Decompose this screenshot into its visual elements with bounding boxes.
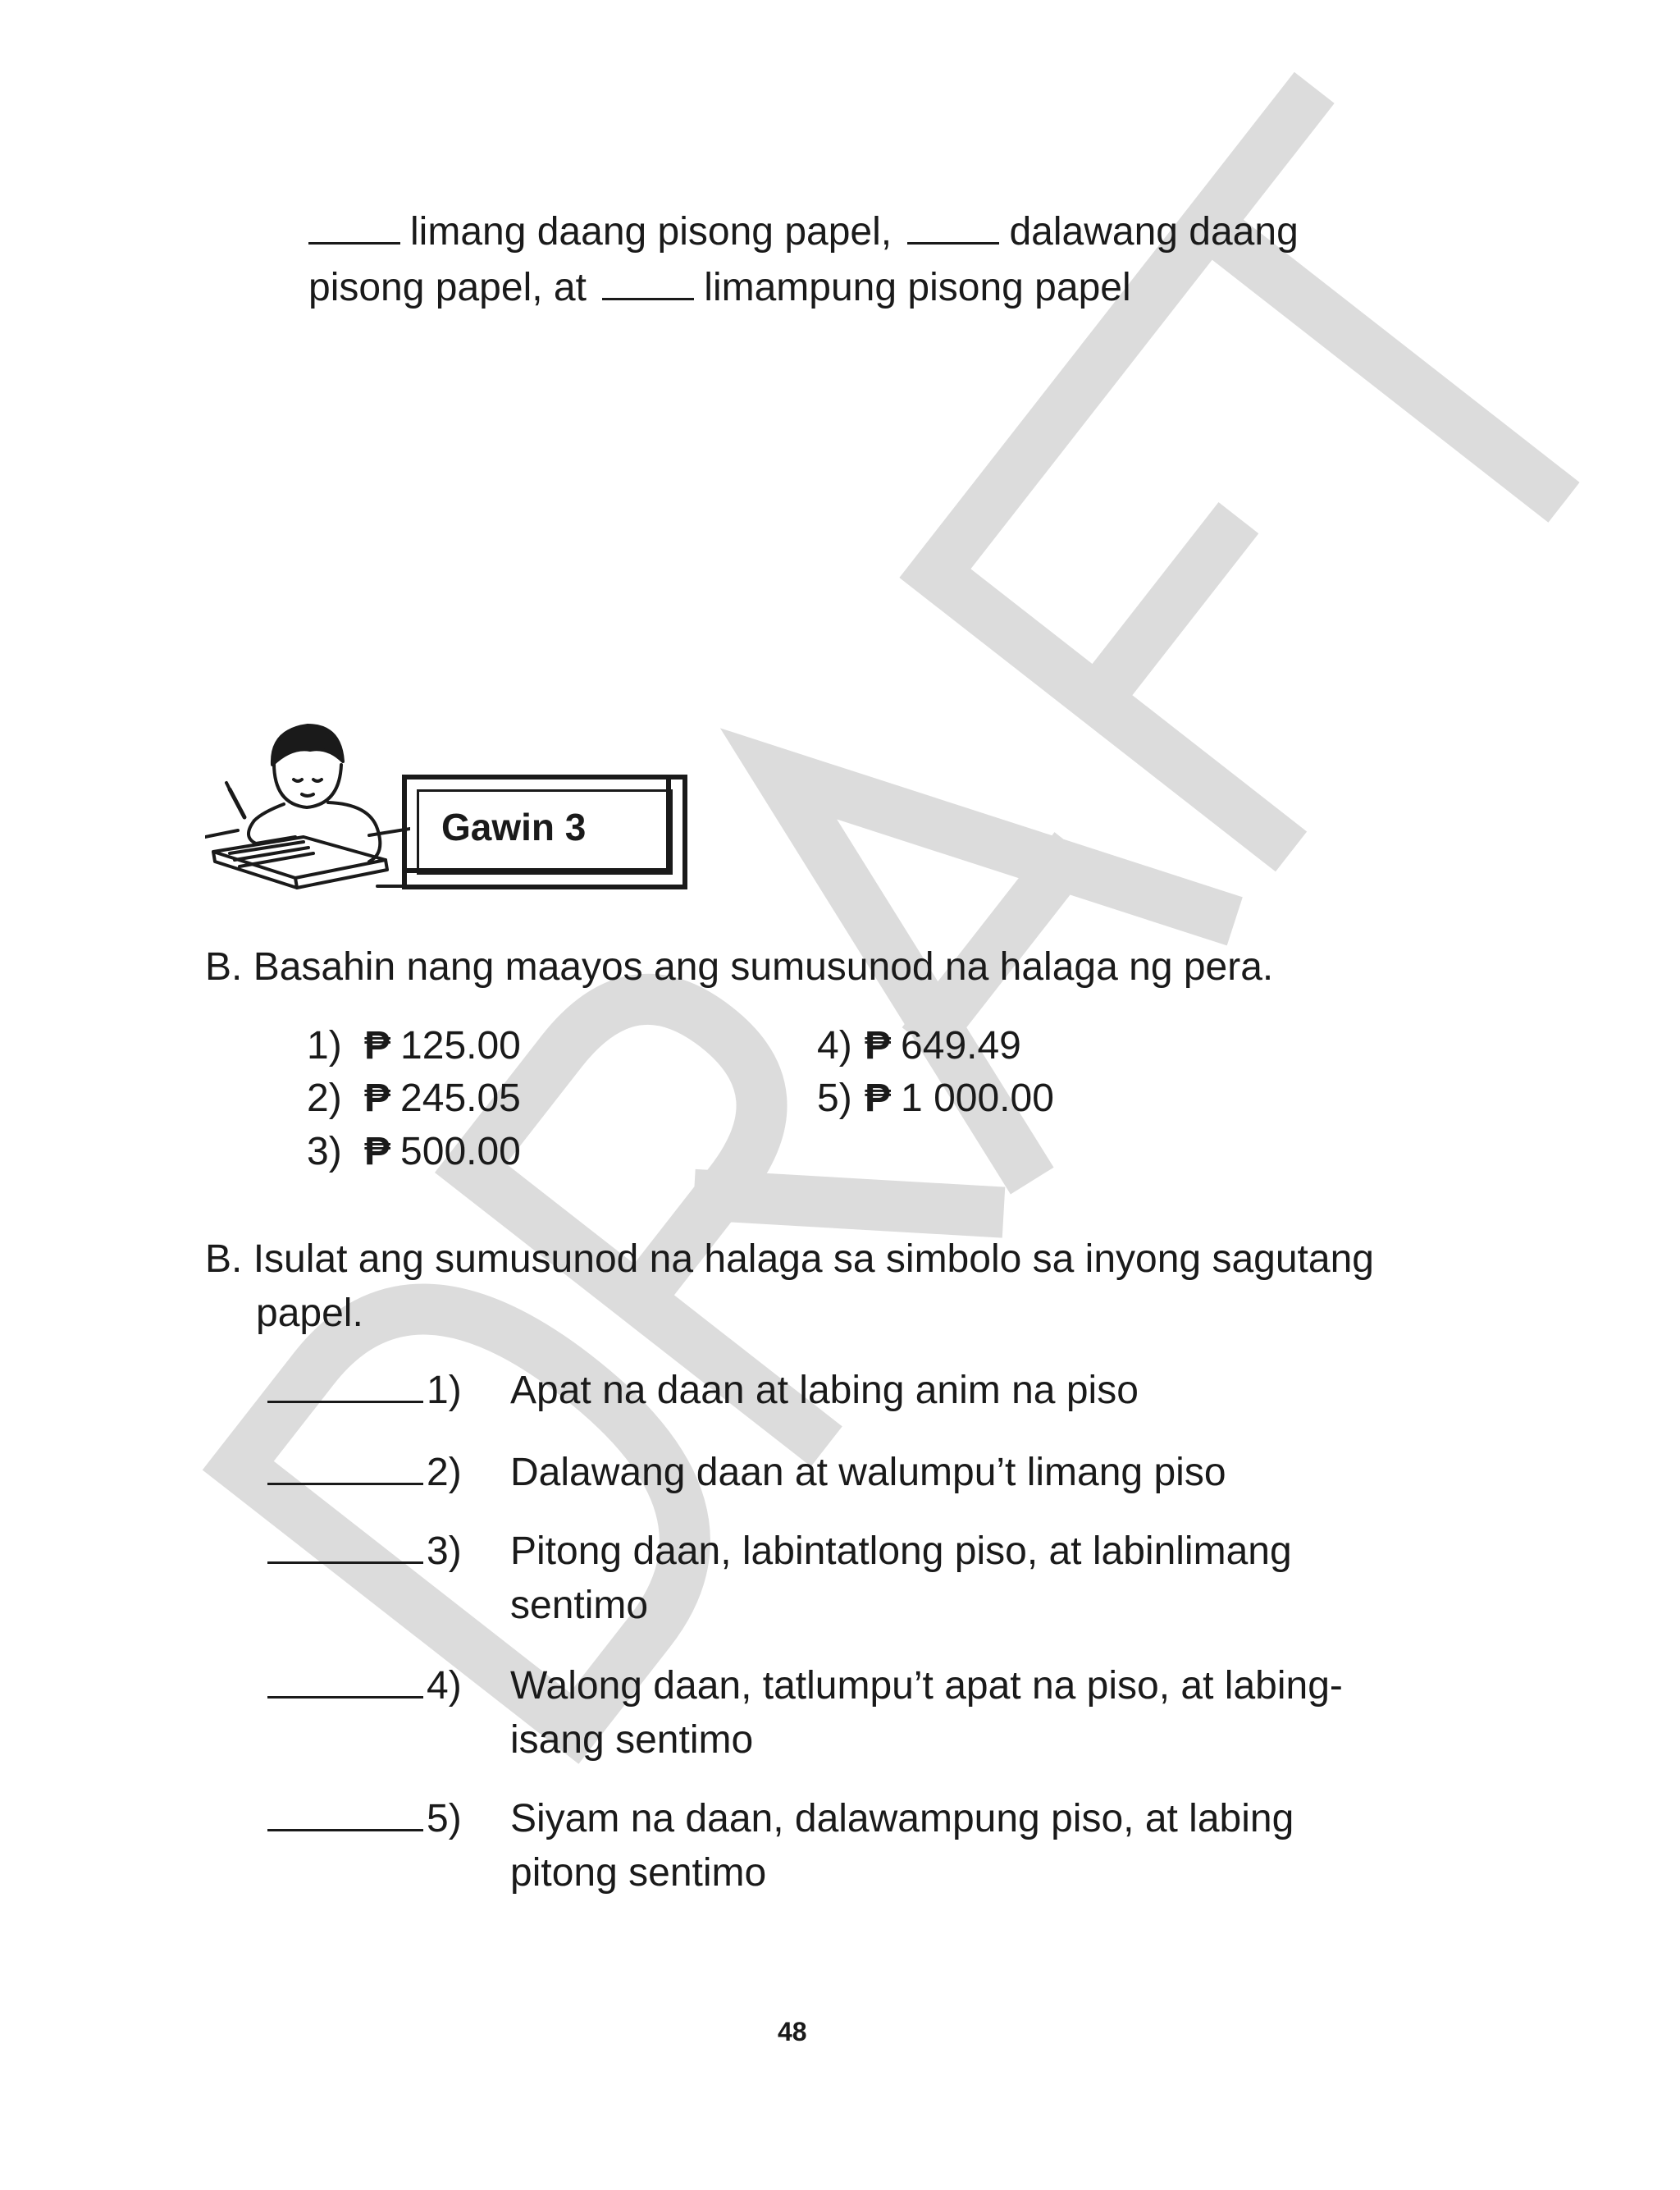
item-number: 2) <box>307 1077 342 1120</box>
write-item-text: Apat na daan at labing anim na piso <box>510 1369 1139 1412</box>
write-item-text: Pitong daan, labintatlong piso, at labinlimang <box>510 1529 1292 1573</box>
read-item <box>307 1072 521 1126</box>
peso-sign: ₱ <box>865 1077 892 1120</box>
item-number: 3) <box>427 1529 462 1573</box>
answer-blank[interactable] <box>267 1450 423 1485</box>
write-item-text: isang sentimo <box>510 1718 754 1762</box>
write-item-text: pitong sentimo <box>510 1851 767 1895</box>
amount: 500.00 <box>400 1130 521 1173</box>
top-text: limampung pisong papel <box>704 266 1131 309</box>
item-number: 4) <box>427 1664 462 1708</box>
top-text: pisong papel, at <box>308 266 587 309</box>
top-text: dalawang daang <box>1009 210 1299 254</box>
item-number: 1) <box>427 1369 462 1412</box>
answer-blank[interactable] <box>602 265 694 300</box>
item-number: 1) <box>307 1024 342 1068</box>
amount: 1 000.00 <box>901 1077 1054 1120</box>
amount: 649.49 <box>901 1024 1021 1068</box>
item-number: 5) <box>817 1077 852 1120</box>
write-heading-line-1: B. Isulat ang sumusunod na halaga sa simbolo sa inyong sagutang <box>205 1237 1374 1281</box>
write-item <box>267 1525 462 1579</box>
write-item-text: Walong daan, tatlumpu’t apat na piso, at labing- <box>510 1664 1343 1708</box>
read-item <box>817 1072 1054 1126</box>
read-heading: B. Basahin nang maayos ang sumusunod na halaga ng pera. <box>205 945 1274 989</box>
write-heading-line-2: papel. <box>256 1292 363 1335</box>
item-number: 2) <box>427 1451 462 1494</box>
gawin-title: Gawin 3 <box>441 806 587 848</box>
item-number: 4) <box>817 1024 852 1068</box>
answer-blank[interactable] <box>267 1663 423 1699</box>
peso-sign: ₱ <box>364 1077 391 1120</box>
top-line-1 <box>308 205 1299 259</box>
top-text: limang daang pisong papel, <box>410 210 892 254</box>
amount: 125.00 <box>400 1024 521 1068</box>
answer-blank[interactable] <box>267 1368 423 1403</box>
write-item-text: sentimo <box>510 1584 649 1627</box>
write-item-text: Dalawang daan at walumpu’t limang piso <box>510 1451 1226 1494</box>
amount: 245.05 <box>400 1077 521 1120</box>
answer-blank[interactable] <box>267 1796 423 1831</box>
read-item <box>307 1125 521 1179</box>
boy-writing-icon <box>205 714 410 894</box>
peso-sign: ₱ <box>865 1024 892 1068</box>
write-item <box>267 1364 462 1418</box>
peso-sign: ₱ <box>364 1024 391 1068</box>
answer-blank[interactable] <box>267 1529 423 1564</box>
read-item <box>817 1019 1021 1073</box>
read-item <box>307 1019 521 1073</box>
write-item <box>267 1792 462 1846</box>
peso-sign: ₱ <box>364 1130 391 1173</box>
item-number: 3) <box>307 1130 342 1173</box>
answer-blank[interactable] <box>907 209 999 245</box>
page-number: 48 <box>778 2017 807 2046</box>
write-item-text: Siyam na daan, dalawampung piso, at labing <box>510 1797 1294 1840</box>
write-item <box>267 1659 462 1713</box>
answer-blank[interactable] <box>308 209 400 245</box>
write-item <box>267 1446 462 1500</box>
item-number: 5) <box>427 1797 462 1840</box>
top-line-2 <box>308 261 1131 315</box>
